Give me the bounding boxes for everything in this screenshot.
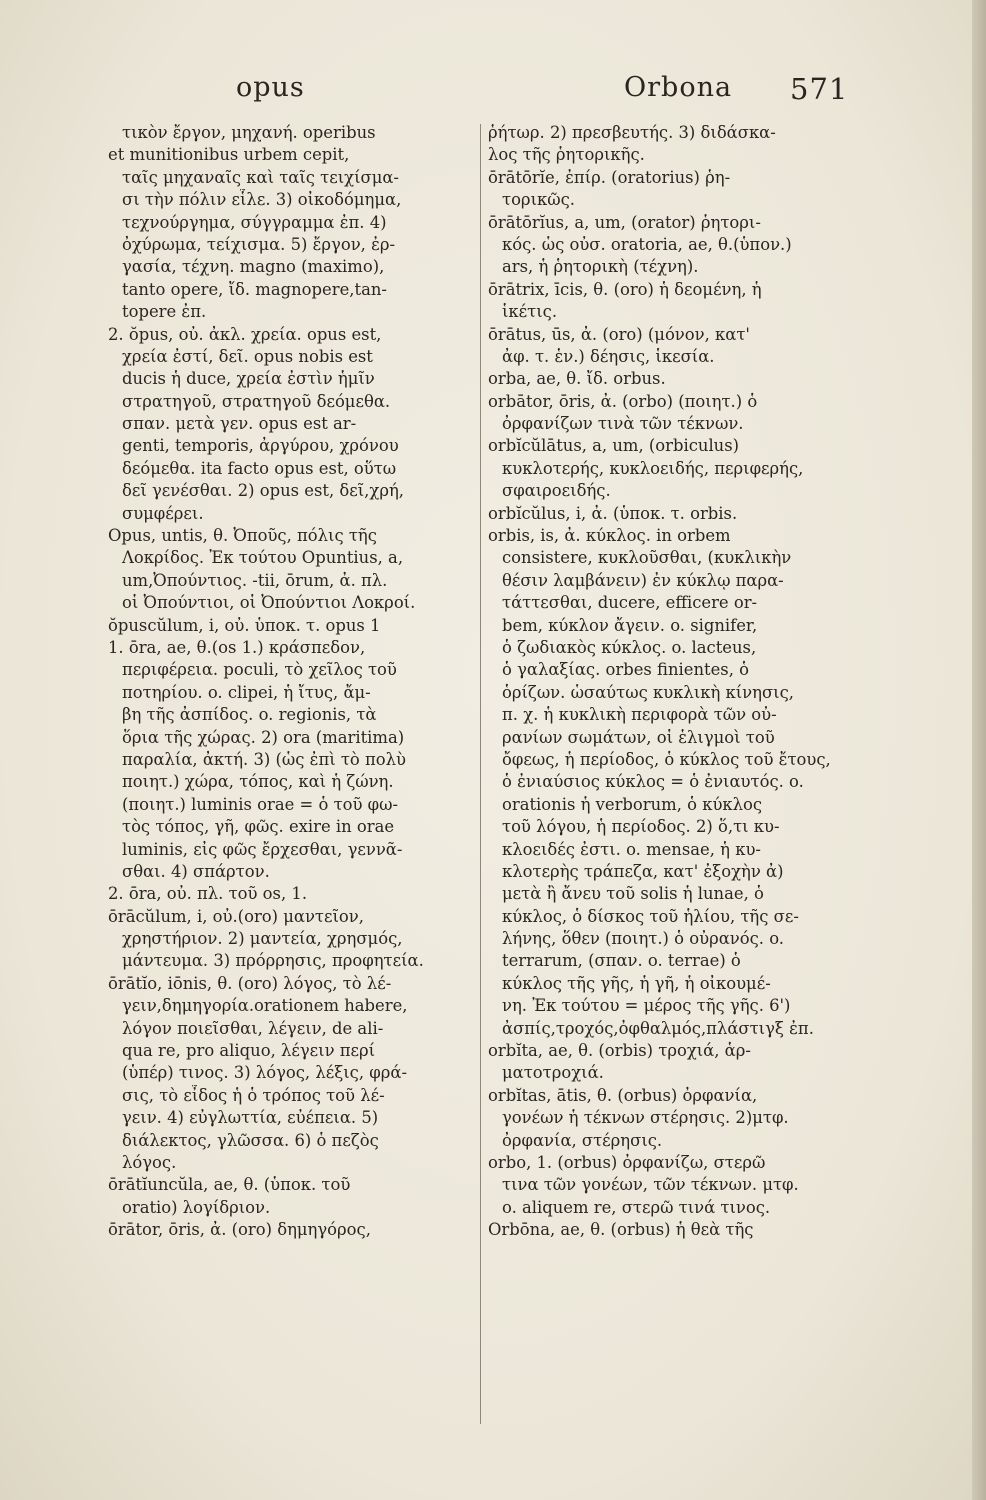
entry-line: τινα τῶν γονέων, τῶν τέκνων. μτφ. <box>502 1175 799 1195</box>
entry-line: ματοτροχιά. <box>502 1063 604 1083</box>
entry-line: ἀσπίς,τροχός,ὀφθαλμός,πλάστιγξ ἐπ. <box>502 1018 814 1038</box>
entry-line: topere ἐπ. <box>122 302 207 322</box>
entry-line: orbĭta, ae, θ. (orbis) τροχιά, ἁρ- <box>488 1041 751 1061</box>
entry-line: τικὸν ἔργον, μηχανή. operibus <box>122 123 376 142</box>
entry-line: περιφέρεια. poculi, τὸ χεῖλος τοῦ <box>122 660 397 680</box>
entry-line: ōrācŭlum, i, οὐ.(oro) μαντεῖον, <box>108 906 364 926</box>
left-running-headword: opus <box>236 72 305 103</box>
entry-line: qua re, pro aliquo, λέγειν περί <box>122 1041 376 1061</box>
entry-line: τὸς τόπος, γῆ, φῶς. exire in orae <box>122 817 395 837</box>
entry-line: κλοτερὴς τράπεζα, κατ' ἐξοχὴν ἀ) <box>502 861 784 881</box>
entry-line: o. aliquem re, στερῶ τινά τινος. <box>502 1197 771 1217</box>
entry-line: λήνης, ὅθεν (ποιητ.) ὁ οὐρανός. o. <box>502 929 784 949</box>
entry-line: τάττεσθαι, ducere, efficere or- <box>502 593 758 613</box>
entry-line: ōrātrix, īcis, θ. (oro) ἡ δεομένη, ἡ <box>488 279 762 299</box>
entry-line: 2. ŏpus, οὐ. ἀκλ. χρεία. opus est, <box>108 324 382 344</box>
entry-line: 2. ōra, οὐ. πλ. τοῦ os, 1. <box>108 884 308 904</box>
entry-line: γασία, τέχνη. magno (maximo), <box>122 257 385 277</box>
entry-line: διάλεκτος, γλῶσσα. 6) ὁ πεζὸς <box>122 1130 379 1150</box>
entry-line: βη τῆς ἀσπίδος. o. regionis, τὰ <box>122 705 377 725</box>
entry-line: Opus, untis, θ. Ὀποῦς, πόλις τῆς <box>108 526 377 546</box>
entry-line: δεῖ γενέσθαι. 2) opus est, δεῖ,χρή, <box>122 481 404 501</box>
entry-line: σις, τὸ εἶδος ἡ ὁ τρόπος τοῦ λέ- <box>122 1085 385 1105</box>
entry-line: et munitionibus urbem cepit, <box>108 145 350 165</box>
entry-line: θέσιν λαμβάνειν) ἐν κύκλῳ παρα- <box>502 570 784 590</box>
entry-line: λόγος. <box>122 1152 177 1172</box>
entry-line: 1. ōra, ae, θ.(os 1.) κράσπεδον, <box>108 637 366 657</box>
entry-line: οἱ Ὀπούντιοι, οἱ Ὀπούντιοι Λοκροί. <box>122 593 416 613</box>
entry-line: ὀρφανίζων τινὰ τῶν τέκνων. <box>502 414 744 434</box>
entry-line: γονέων ἡ τέκνων στέρησις. 2)μτφ. <box>502 1108 789 1128</box>
entry-line: ἱκέτις. <box>502 302 558 322</box>
entry-line: ars, ἡ ῥητορικὴ (τέχνη). <box>502 257 699 277</box>
entry-line: ὀχύρωμα, τείχισμα. 5) ἔργον, ἐρ- <box>122 234 396 254</box>
entry-line: (ὑπέρ) τινος. 3) λόγος, λέξις, φρά- <box>122 1063 407 1083</box>
entry-line: μάντευμα. 3) πρόρρησις, προφητεία. <box>122 951 424 971</box>
entry-line: λόγον ποιεῖσθαι, λέγειν, de ali- <box>122 1018 384 1038</box>
entry-line: κλοειδές ἐστι. o. mensae, ἡ κυ- <box>502 839 761 859</box>
entry-line: σι τὴν πόλιν εἷλε. 3) οἰκοδόμημα, <box>122 190 402 210</box>
entry-line: δεόμεθα. ita facto opus est, οὕτω <box>122 458 397 478</box>
entry-line: λος τῆς ῥητορικῆς. <box>488 145 645 165</box>
entry-line: χρηστήριον. 2) μαντεία, χρησμός, <box>122 929 403 949</box>
entry-line: ὅρια τῆς χώρας. 2) ora (maritima) <box>122 727 405 747</box>
entry-line: orbĭcŭlātus, a, um, (orbiculus) <box>488 436 740 456</box>
entry-line: σπαν. μετὰ γεν. opus est ar- <box>122 414 357 434</box>
entry-line: luminis, εἰς φῶς ἔρχεσθαι, γεννᾶ- <box>122 839 403 859</box>
entry-line: ŏpuscŭlum, i, οὐ. ὑποκ. τ. opus 1 <box>108 615 381 635</box>
entry-line: ρανίων σωμάτων, οἱ ἑλιγμοὶ τοῦ <box>502 727 775 747</box>
entry-line: στρατηγοῦ, στρατηγοῦ δεόμεθα. <box>122 391 391 411</box>
entry-line: ōrātor, ōris, ἀ. (oro) δημηγόρος, <box>108 1220 371 1240</box>
entry-line: ὀρφανία, στέρησις. <box>502 1130 663 1150</box>
entry-line: τορικῶς. <box>502 190 575 210</box>
entry-line: κός. ὡς οὐσ. oratoria, ae, θ.(ὑπον.) <box>502 234 792 254</box>
entry-line: νη. Ἐκ τούτου = μέρος τῆς γῆς. 6') <box>502 996 791 1016</box>
entry-line: terrarum, (σπαν. o. terrae) ὁ <box>502 951 741 971</box>
entry-line: π. χ. ἡ κυκλικὴ περιφορὰ τῶν οὐ- <box>502 705 777 725</box>
right-column <box>488 122 858 1242</box>
entry-line: orbo, 1. (orbus) ὀρφανίζω, στερῶ <box>488 1152 766 1172</box>
entry-line: κυκλοτερής, κυκλοειδής, περιφερής, <box>502 458 804 478</box>
entry-line: σθαι. 4) σπάρτον. <box>122 861 270 881</box>
entry-line: ποιητ.) χώρα, τόπος, καὶ ἡ ζώνη. <box>122 772 394 792</box>
entry-line: ὄφεως, ἡ περίοδος, ὁ κύκλος τοῦ ἔτους, <box>502 749 831 769</box>
entry-line: σφαιροειδής. <box>502 481 611 501</box>
entry-line: ταῖς μηχαναῖς καὶ ταῖς τειχίσμα- <box>122 167 399 187</box>
entry-line: um,Ὀπούντιος. -tii, ōrum, ἀ. πλ. <box>122 570 388 590</box>
page-number: 571 <box>790 72 849 106</box>
entry-line: ōrātōrĭus, a, um, (orator) ῥητορι- <box>488 212 761 232</box>
page-edge <box>972 0 986 1500</box>
entry-line: ὁρίζων. ὡσαύτως κυκλικὴ κίνησις, <box>502 682 794 702</box>
entry-line: orba, ae, θ. ἴδ. orbus. <box>488 369 666 389</box>
column-divider <box>480 124 481 1424</box>
entry-line: κύκλος τῆς γῆς, ἡ γῆ, ἡ οἰκουμέ- <box>502 973 771 993</box>
entry-line: ōrātĭuncŭla, ae, θ. (ὑποκ. τοῦ <box>108 1175 351 1195</box>
entry-line: ὁ γαλαξίας. orbes finientes, ὁ <box>502 660 750 680</box>
entry-line: (ποιητ.) luminis orae = ὁ τοῦ φω- <box>122 794 399 814</box>
entry-line: ōrātus, ūs, ἀ. (oro) (μόνον, κατ' <box>488 324 750 344</box>
entry-line: Orbōna, ae, θ. (orbus) ἡ θεὰ τῆς <box>488 1220 754 1240</box>
entry-line: ducis ἡ duce, χρεία ἐστὶν ἡμῖν <box>122 369 375 389</box>
right-running-headword: Orbona <box>624 72 733 103</box>
entry-line: ῥήτωρ. 2) πρεσβευτής. 3) διδάσκα- <box>488 123 776 142</box>
entry-line: Λοκρίδος. Ἐκ τούτου Opuntius, a, <box>122 548 404 568</box>
entry-line: τεχνούργημα, σύγγραμμα ἐπ. 4) <box>122 212 387 232</box>
entry-line: χρεία ἐστί, δεῖ. opus nobis est <box>122 346 373 366</box>
entry-line: orbātor, ōris, ἀ. (orbo) (ποιητ.) ὁ <box>488 391 758 411</box>
entry-line: tanto opere, ἴδ. magnopere,tan- <box>122 279 387 299</box>
entry-line: oratio) λογίδριον. <box>122 1197 271 1217</box>
entry-line: γειν,δημηγορία.orationem habere, <box>122 996 408 1016</box>
entry-line: μετὰ ἢ ἄνευ τοῦ solis ἡ lunae, ὁ <box>502 884 764 904</box>
entry-line: orbis, is, ἀ. κύκλος. in orbem <box>488 526 731 546</box>
entry-line: κύκλος, ὁ δίσκος τοῦ ἡλίου, τῆς σε- <box>502 906 799 926</box>
entry-line: ποτηρίου. o. clipei, ἡ ἴτυς, ἄμ- <box>122 682 371 702</box>
page-header <box>0 72 986 112</box>
entry-line: genti, temporis, ἀργύρου, χρόνου <box>122 436 399 456</box>
entry-line: ōrātĭo, iōnis, θ. (oro) λόγος, τὸ λέ- <box>108 973 392 993</box>
entry-line: τοῦ λόγου, ἡ περίοδος. 2) ὅ,τι κυ- <box>502 817 780 837</box>
entry-line: orbĭcŭlus, i, ἀ. (ὑποκ. τ. orbis. <box>488 503 738 523</box>
entry-line: ὁ ἐνιαύσιος κύκλος = ὁ ἐνιαυτός. o. <box>502 772 804 792</box>
entry-line: γειν. 4) εὐγλωττία, εὐέπεια. 5) <box>122 1108 379 1128</box>
entry-line: orationis ἡ verborum, ὁ κύκλος <box>502 794 763 814</box>
entry-line: ōrātōrĭe, ἐπίρ. (oratorius) ῥη- <box>488 167 731 187</box>
entry-line: bem, κύκλον ἄγειν. o. signifer, <box>502 615 758 635</box>
entry-line: consistere, κυκλοῦσθαι, (κυκλικὴν <box>502 548 792 568</box>
entry-line: παραλία, ἀκτή. 3) (ὡς ἐπὶ τὸ πολὺ <box>122 749 406 769</box>
entry-line: ὁ ζωδιακὸς κύκλος. o. lacteus, <box>502 637 757 657</box>
entry-line: ἀφ. τ. ἑν.) δέησις, ἱκεσία. <box>502 346 715 366</box>
left-column <box>108 122 478 1242</box>
entry-line: orbĭtas, ātis, θ. (orbus) ὀρφανία, <box>488 1085 758 1105</box>
entry-line: συμφέρει. <box>122 503 204 523</box>
